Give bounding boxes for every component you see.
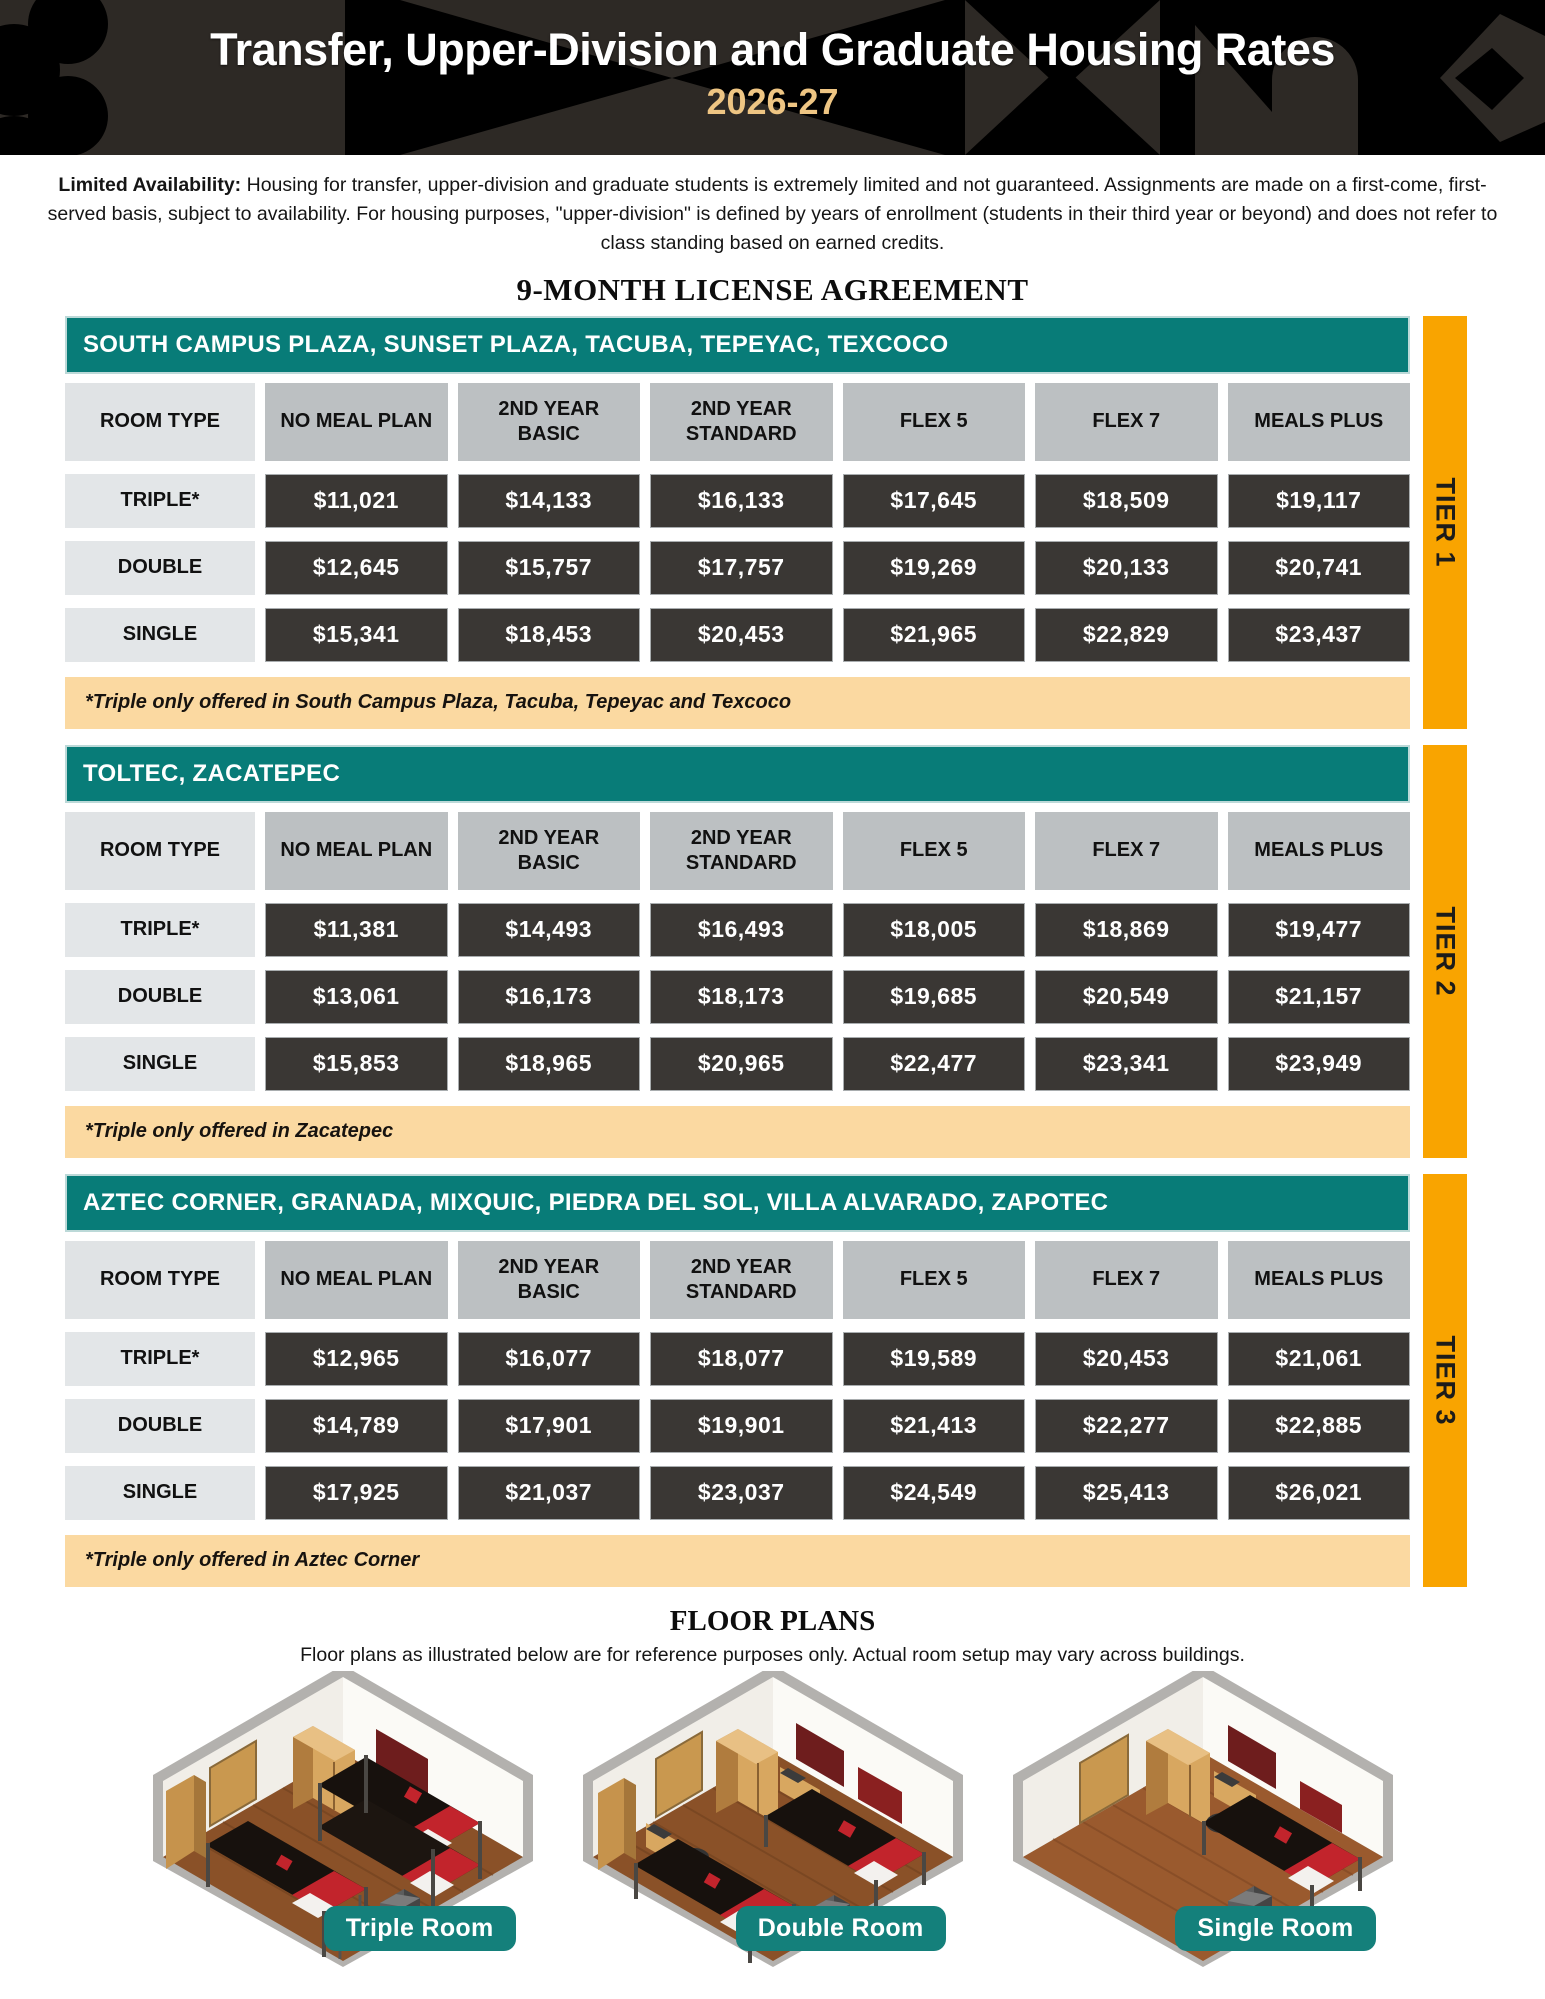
room-badge-single: Single Room <box>1175 1906 1375 1951</box>
price-cell: $18,005 <box>843 903 1026 957</box>
column-header: MEALS PLUS <box>1228 383 1411 461</box>
row-label: DOUBLE <box>65 970 255 1024</box>
column-header: MEALS PLUS <box>1228 812 1411 890</box>
price-cell: $21,061 <box>1228 1332 1411 1386</box>
price-cell: $20,453 <box>650 608 833 662</box>
column-header: FLEX 5 <box>843 383 1026 461</box>
page-year: 2026-27 <box>706 81 839 123</box>
row-label: DOUBLE <box>65 541 255 595</box>
price-cell: $19,477 <box>1228 903 1411 957</box>
row-label: TRIPLE* <box>65 1332 255 1386</box>
row-label: SINGLE <box>65 608 255 662</box>
price-cell: $16,493 <box>650 903 833 957</box>
price-cell: $18,453 <box>458 608 641 662</box>
rate-section-tier3 <box>65 1174 1545 1587</box>
column-header: 2ND YEAR BASIC <box>458 812 641 890</box>
floor-plan-triple <box>128 1671 558 1971</box>
building-banner: TOLTEC, ZACATEPEC <box>65 745 1410 803</box>
price-cell: $15,341 <box>265 608 448 662</box>
price-cell: $23,437 <box>1228 608 1411 662</box>
price-cell: $14,493 <box>458 903 641 957</box>
availability-note-text: Housing for transfer, upper-division and graduate students is extremely limited and not guaranteed. Assignments are made on a first-come, first-served basis, subject to availability. For housing purposes, "upper-division" is defined by years of enrollment (students in their third year or beyond) and does not refer to class standing based on earned credits. <box>47 174 1498 254</box>
price-cell: $22,277 <box>1035 1399 1218 1453</box>
price-cell: $20,741 <box>1228 541 1411 595</box>
price-cell: $13,061 <box>265 970 448 1024</box>
price-cell: $24,549 <box>843 1466 1026 1520</box>
price-cell: $17,925 <box>265 1466 448 1520</box>
price-cell: $19,589 <box>843 1332 1026 1386</box>
floor-plan-double <box>558 1671 988 1971</box>
price-cell: $20,549 <box>1035 970 1218 1024</box>
room-badge-double: Double Room <box>736 1906 946 1951</box>
price-cell: $14,133 <box>458 474 641 528</box>
price-cell: $18,077 <box>650 1332 833 1386</box>
row-label: DOUBLE <box>65 1399 255 1453</box>
row-label: SINGLE <box>65 1037 255 1091</box>
page-header <box>0 0 1545 155</box>
price-cell: $23,949 <box>1228 1037 1411 1091</box>
price-cell: $12,965 <box>265 1332 448 1386</box>
price-cell: $22,477 <box>843 1037 1026 1091</box>
price-cell: $20,965 <box>650 1037 833 1091</box>
price-cell: $14,789 <box>265 1399 448 1453</box>
section-footnote: *Triple only offered in Aztec Corner <box>65 1535 1410 1587</box>
price-cell: $18,509 <box>1035 474 1218 528</box>
price-cell: $15,757 <box>458 541 641 595</box>
tier-label: TIER 1 <box>1430 477 1461 568</box>
price-cell: $17,757 <box>650 541 833 595</box>
tier-bar <box>1423 316 1467 729</box>
price-cell: $23,341 <box>1035 1037 1218 1091</box>
price-cell: $21,965 <box>843 608 1026 662</box>
column-header: FLEX 5 <box>843 812 1026 890</box>
price-cell: $21,157 <box>1228 970 1411 1024</box>
building-banner: SOUTH CAMPUS PLAZA, SUNSET PLAZA, TACUBA, TEPEYAC, TEXCOCO <box>65 316 1410 374</box>
page-title: Transfer, Upper-Division and Graduate Housing Rates <box>210 24 1335 75</box>
column-header: 2ND YEAR STANDARD <box>650 1241 833 1319</box>
availability-note-lead: Limited Availability: <box>58 174 242 196</box>
price-cell: $18,965 <box>458 1037 641 1091</box>
column-header: FLEX 7 <box>1035 812 1218 890</box>
price-cell: $18,869 <box>1035 903 1218 957</box>
price-cell: $17,645 <box>843 474 1026 528</box>
price-cell: $23,037 <box>650 1466 833 1520</box>
floor-plans-note: Floor plans as illustrated below are for reference purposes only. Actual room setup may vary across buildings. <box>300 1643 1245 1666</box>
availability-note <box>35 171 1510 258</box>
price-cell: $11,021 <box>265 474 448 528</box>
tier-label: TIER 3 <box>1430 1335 1461 1426</box>
price-cell: $20,453 <box>1035 1332 1218 1386</box>
column-header: FLEX 7 <box>1035 1241 1218 1319</box>
floor-plan-single <box>988 1671 1418 1971</box>
price-cell: $21,413 <box>843 1399 1026 1453</box>
column-header: 2ND YEAR STANDARD <box>650 812 833 890</box>
column-header: NO MEAL PLAN <box>265 812 448 890</box>
column-header: NO MEAL PLAN <box>265 1241 448 1319</box>
price-cell: $16,133 <box>650 474 833 528</box>
price-cell: $17,901 <box>458 1399 641 1453</box>
section-footnote: *Triple only offered in Zacatepec <box>65 1106 1410 1158</box>
price-cell: $15,853 <box>265 1037 448 1091</box>
price-cell: $19,901 <box>650 1399 833 1453</box>
rate-section-tier1 <box>65 316 1545 729</box>
column-header: 2ND YEAR STANDARD <box>650 383 833 461</box>
row-label: SINGLE <box>65 1466 255 1520</box>
floor-plans-heading: FLOOR PLANS <box>669 1604 876 1637</box>
section-footnote: *Triple only offered in South Campus Plaza, Tacuba, Tepeyac and Texcoco <box>65 677 1410 729</box>
room-badge-triple: Triple Room <box>324 1906 516 1951</box>
building-banner: AZTEC CORNER, GRANADA, MIXQUIC, PIEDRA DEL SOL, VILLA ALVARADO, ZAPOTEC <box>65 1174 1410 1232</box>
price-cell: $12,645 <box>265 541 448 595</box>
column-header: FLEX 5 <box>843 1241 1026 1319</box>
column-header: ROOM TYPE <box>65 383 255 461</box>
price-cell: $22,829 <box>1035 608 1218 662</box>
column-header: 2ND YEAR BASIC <box>458 383 641 461</box>
price-cell: $21,037 <box>458 1466 641 1520</box>
price-cell: $19,685 <box>843 970 1026 1024</box>
column-header: FLEX 7 <box>1035 383 1218 461</box>
rates-table <box>65 1241 1410 1520</box>
price-cell: $25,413 <box>1035 1466 1218 1520</box>
price-cell: $16,173 <box>458 970 641 1024</box>
column-header: ROOM TYPE <box>65 1241 255 1319</box>
row-label: TRIPLE* <box>65 474 255 528</box>
floor-plans-row <box>0 1671 1545 1971</box>
price-cell: $22,885 <box>1228 1399 1411 1453</box>
column-header: NO MEAL PLAN <box>265 383 448 461</box>
column-header: 2ND YEAR BASIC <box>458 1241 641 1319</box>
license-heading: 9-MONTH LICENSE AGREEMENT <box>516 271 1029 307</box>
tier-label: TIER 2 <box>1430 906 1461 997</box>
rate-section-tier2 <box>65 745 1545 1158</box>
price-cell: $26,021 <box>1228 1466 1411 1520</box>
price-cell: $11,381 <box>265 903 448 957</box>
price-cell: $18,173 <box>650 970 833 1024</box>
price-cell: $19,269 <box>843 541 1026 595</box>
rates-table <box>65 383 1410 662</box>
column-header: ROOM TYPE <box>65 812 255 890</box>
tier-bar <box>1423 745 1467 1158</box>
price-cell: $19,117 <box>1228 474 1411 528</box>
tier-bar <box>1423 1174 1467 1587</box>
price-cell: $20,133 <box>1035 541 1218 595</box>
row-label: TRIPLE* <box>65 903 255 957</box>
price-cell: $16,077 <box>458 1332 641 1386</box>
column-header: MEALS PLUS <box>1228 1241 1411 1319</box>
rates-table <box>65 812 1410 1091</box>
